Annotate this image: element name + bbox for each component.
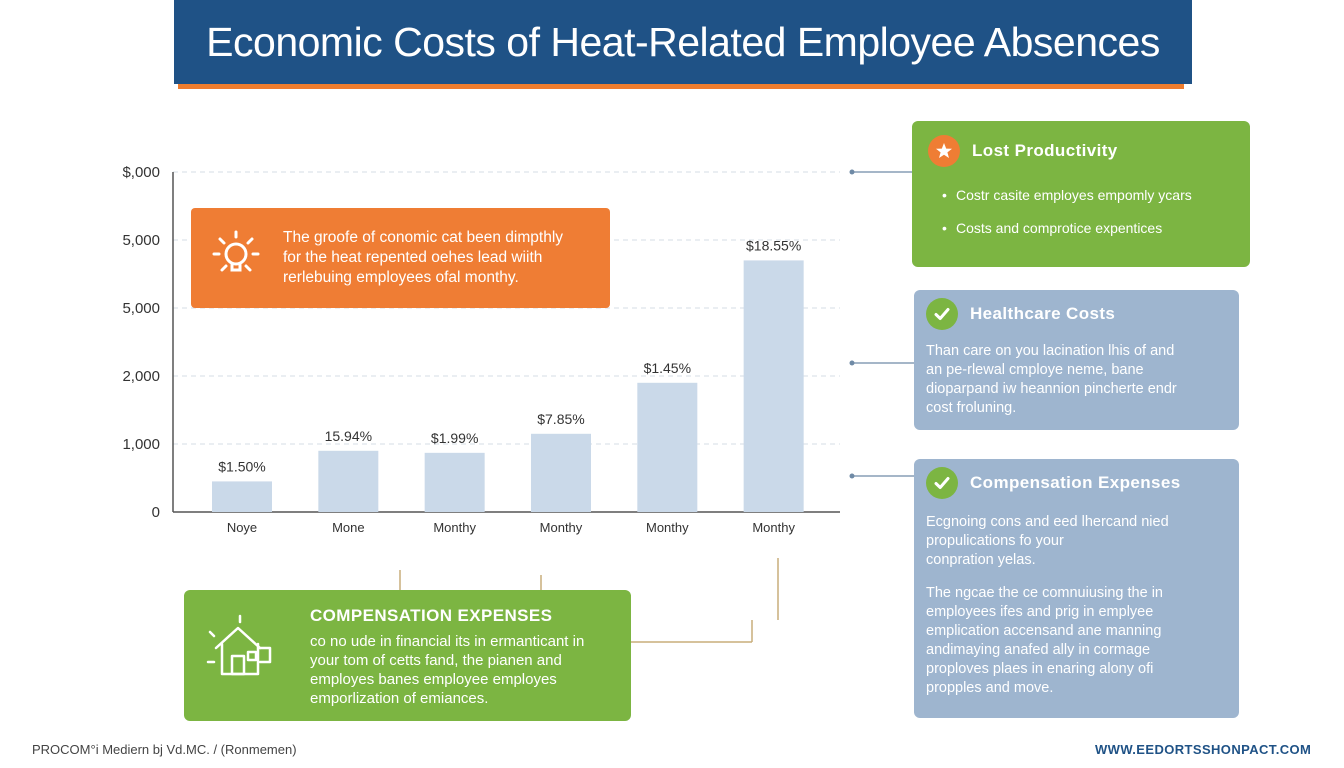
connector-dot <box>850 170 855 175</box>
healthcare-costs-line: Than care on you lacination lhis of and <box>926 343 1175 359</box>
y-tick-label: $,000 <box>122 164 160 181</box>
footer-credit: PROCOM°i Mediern bj Vd.MC. / (Ronmemen) <box>32 742 297 757</box>
y-tick-label: 1,000 <box>122 436 160 453</box>
compensation-line: emplication accensand ane manning <box>926 623 1162 639</box>
check-icon <box>926 467 958 499</box>
orange-callout-line: The groofe of conomic cat been dimpthly <box>283 229 564 246</box>
bar <box>531 434 591 512</box>
bar-data-label: 15.94% <box>324 427 373 444</box>
compensation-line: your tom of cetts fand, the pianen and <box>310 652 562 669</box>
list-item: • Costs and comprotice expentices <box>928 220 1234 236</box>
orange-callout-text <box>283 228 563 288</box>
healthcare-costs-text <box>926 342 1227 418</box>
healthcare-costs-line: cost froluning. <box>926 400 1017 416</box>
lightbulb-icon <box>204 224 268 288</box>
compensation-line: propulications fo your <box>926 533 1064 549</box>
healthcare-costs-line: dioparpand iw heannion pincherte endr <box>926 381 1177 397</box>
compensation-line: employees ifes and prig in emplyee <box>926 604 1154 620</box>
x-tick-label: Monthy <box>645 520 689 535</box>
compensation-line: The ngcae the ce comnuiusing the in <box>926 585 1163 601</box>
orange-callout-line: for the heat repented oehes lead wiith <box>283 249 543 266</box>
bar-data-label: $1.45% <box>643 359 692 376</box>
healthcare-costs-title: Healthcare Costs <box>970 304 1116 323</box>
connector-dot <box>850 361 855 366</box>
x-tick-label: Monthy <box>539 520 583 535</box>
lost-productivity-card <box>912 121 1250 267</box>
house-icon <box>200 612 284 688</box>
lost-productivity-header <box>928 135 1234 167</box>
compensation-line: Ecgnoing cons and eed lhercand nied <box>926 514 1169 530</box>
list-item: • Costr casite employes empomly ycars <box>928 187 1234 203</box>
check-icon <box>926 298 958 330</box>
y-tick-label: 5,000 <box>122 300 160 317</box>
compensation-expenses-header <box>926 467 1227 499</box>
y-tick-label: 5,000 <box>122 232 160 249</box>
y-tick-label: 2,000 <box>122 368 160 385</box>
bar-data-label: $18.55% <box>746 237 802 254</box>
compensation-expenses-paragraph <box>926 513 1227 570</box>
compensation-line: proploves plaes in enaring alony ofi <box>926 661 1154 677</box>
orange-callout-line: rerlebuing employees ofal monthy. <box>283 269 519 286</box>
bar-data-label: $1.99% <box>430 429 479 446</box>
compensation-expenses-title: Compensation Expenses <box>970 473 1181 492</box>
compensation-line: employes banes employee employes <box>310 671 557 688</box>
healthcare-costs-header <box>926 298 1227 330</box>
compensation-line: co no ude in financial its in ermanticant in <box>310 633 585 650</box>
connector-dot <box>850 474 855 479</box>
footer-url: WWW.EEDORTSSHONPACT.COM <box>1095 742 1312 757</box>
compensation-line: propples and move. <box>926 680 1054 696</box>
page-title: Economic Costs of Heat-Related Employee Absences <box>206 18 1160 65</box>
bar <box>425 453 485 512</box>
bar <box>744 260 804 512</box>
compensation-expenses-paragraph <box>926 584 1227 698</box>
compensation-expenses-card-right <box>914 459 1239 718</box>
lost-productivity-title: Lost Productivity <box>972 141 1118 160</box>
compensation-line: emporlization of emiances. <box>310 690 489 707</box>
compensation-line: andimaying anafed ally in cormage <box>926 642 1151 658</box>
bar <box>318 451 378 512</box>
x-tick-label: Noye <box>226 520 258 535</box>
compensation-expenses-text <box>310 632 613 708</box>
bar-data-label: $7.85% <box>537 410 585 427</box>
x-tick-label: Monthy <box>752 520 795 535</box>
healthcare-costs-line: an pe-rlewal cmploye neme, bane <box>926 362 1144 378</box>
bar <box>212 481 272 512</box>
x-tick-label: Mone <box>332 520 365 535</box>
x-tick-label: Monthy <box>433 520 476 535</box>
y-tick-label: 0 <box>151 504 160 521</box>
star-icon <box>928 135 960 167</box>
bar <box>637 383 697 512</box>
compensation-expenses-title: COMPENSATION EXPENSES <box>310 606 553 625</box>
healthcare-costs-card <box>914 290 1239 430</box>
bar-data-label: $1.50% <box>218 458 266 475</box>
lost-productivity-list <box>928 187 1234 236</box>
compensation-line: conpration yelas. <box>926 552 1036 568</box>
